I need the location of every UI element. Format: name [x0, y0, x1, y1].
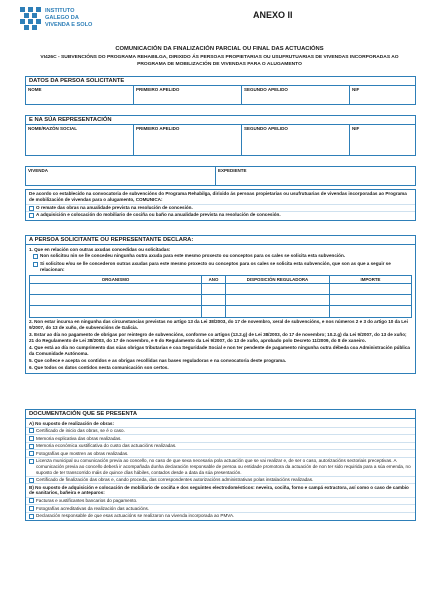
column-header-regulation: DISPOSICIÓN REGULADORA	[226, 276, 330, 283]
applicant-first-surname-field[interactable]: PRIMEIRO APELIDO	[134, 86, 242, 104]
column-header-amount: IMPORTE	[360, 277, 381, 282]
form-title: COMUNICACIÓN DA FINALIZACIÓN PARCIAL OU FINAL DAS ACTUACIÓNS	[115, 46, 324, 52]
declaration-item-3: 3. Estar ao día no pagamento de obrigas por reintegro de subvencións, conforme co artigos (13.2.g) de Lei 38/2003, do 17 de novembro; 10.2.g) da Lei 9/2007, do 13 de xuño; 21 do Regulamento de Lei 38/2003, do 17 de novembro, e 9 do Regulamento da Lei 9/2007, do 13 de xuño, aprobado polo Decreto 11/2009, do 8 de xaneiro.	[29, 332, 407, 343]
logo-line-1: INSTITUTO	[45, 8, 75, 14]
option-other-aid[interactable]: Si solicitou e/ou se lle concederon outras axudas para este mesmo proxecto ou conceptos para os cales se solicita esta subvención, que son as que a seguir se relacionan:	[26, 261, 415, 273]
doc-item-completion-certificate[interactable]: Certificado de finalización das obras e, cando proceda, das correspondentes autorizacións administrativas polas instalacións realizadas.	[26, 476, 415, 484]
checkbox-icon[interactable]	[29, 498, 34, 503]
other-aid-table	[29, 275, 412, 318]
checkbox-icon[interactable]	[33, 262, 38, 267]
doc-item-municipal-license[interactable]: Licenza municipal ou comunicación previa ao concello, no caso de que sexa necesaria pola actuación que se vai realizar e, de ser o caso, autorizacións sectoriais preceptivas. A comunicación previa ao concello deberá ir acompañada dunha declaración responsable de persoa ou entidade promotora da actuación de non ter sido requirida para a súa emenda, no suposto de ter transcorrido máis de quince días hábiles, contados desde a data da súa presentación.	[26, 457, 415, 476]
table-row[interactable]	[30, 295, 411, 306]
applicant-section	[25, 76, 416, 105]
checkbox-icon[interactable]	[29, 436, 34, 441]
checkbox-icon[interactable]	[29, 444, 34, 449]
checkbox-icon[interactable]	[29, 206, 34, 211]
logo-line-3: VIVENDA E SOLO	[45, 22, 93, 29]
documents-section-a: A) No suposto de realización de obras:	[29, 420, 114, 426]
doc-item-works-photos[interactable]: Fotografías que mostren as obras realizadas.	[26, 449, 415, 457]
representative-heading: E NA SÚA REPRESENTACIÓN	[26, 116, 415, 125]
doc-item-explanatory-report[interactable]: Memoria explicativa das obras realizadas.	[26, 434, 415, 442]
checkbox-icon[interactable]	[29, 514, 34, 519]
form-subtitle: VI426C - SUBVENCIÓNS DO PROGRAMA REHABILGA, DIRIXIDO ÁS PERSOAS PROPIETARIAS OU USUFRUTUARIAS DE VIVENDAS INCORPORADAS AO PROGRAMA DE MOBILIZACIÓN DE VIVENDAS PARA O ALUGAMENTO	[40, 55, 399, 67]
dwelling-field[interactable]: VIVENDA	[26, 167, 216, 185]
declaration-item-1: 1. Que en relación con outras axudas concedidas ou solicitadas:	[29, 247, 171, 252]
checkbox-icon[interactable]	[33, 254, 38, 259]
table-row[interactable]	[30, 284, 411, 295]
doc-item-invoices[interactable]: Facturas e xustificantes bancarios do pagamento.	[26, 497, 415, 505]
declaration-item-6: 6. Que todos os datos contidos nesta comunicación son certos.	[29, 365, 169, 370]
documents-heading: DOCUMENTACIÓN QUE SE PRESENTA	[26, 410, 415, 419]
declaration-item-2: 2. Non estar incursa en ningunha das circunstancias previstas no artigo 13 da Lei 38/2003, do 17 de novembro, xeral de subvencións, e nos números 2 e 3 do artigo 10 da Lei 9/2007, do 13 de xuño, de subvencións de Galicia.	[29, 319, 408, 330]
checkbox-icon[interactable]	[29, 451, 34, 456]
representative-second-surname-field[interactable]: SEGUNDO APELIDO	[242, 125, 350, 155]
doc-item-economic-report[interactable]: Memoria económica xustificativa do custo das actuacións realizadas.	[26, 442, 415, 450]
applicant-nif-field[interactable]: NIF	[352, 87, 360, 92]
checkbox-icon[interactable]	[29, 428, 34, 433]
checkbox-icon[interactable]	[29, 506, 34, 511]
applicant-second-surname-field[interactable]: SEGUNDO APELIDO	[242, 86, 350, 104]
doc-item-start-certificate[interactable]: Certificado de inicio das obras, se é o caso.	[26, 427, 415, 435]
checkbox-icon[interactable]	[29, 478, 34, 483]
representative-first-surname-field[interactable]: PRIMEIRO APELIDO	[134, 125, 242, 155]
communication-section	[25, 189, 416, 221]
communication-intro: De acordo co establecido na convocatoria de subvencións do Programa Rehabilga, dirixido ás persoas propietarias ou usufrutuarias de vivendas incorporadas ao Programa de mobilización de vivendas para o alugamento, COMUNICA:	[29, 191, 407, 202]
declaration-item-4: 4. Que está ao día no cumprimento das súas obrigas tributarias e coa Seguridade Social e non ter pendente de pagamento ningunha outra débeda coa Administración pública da Comunidade Autónoma.	[29, 345, 410, 356]
documents-section	[25, 409, 416, 521]
representative-nif-field[interactable]: NIF	[352, 126, 360, 131]
annex-label: ANEXO II	[253, 10, 293, 20]
applicant-heading: DATOS DA PERSOA SOLICITANTE	[26, 77, 415, 86]
declaration-section	[25, 235, 416, 374]
declaration-heading: A PERSOA SOLICITANTE OU REPRESENTANTE DECLARA:	[26, 236, 415, 245]
option-no-other-aid[interactable]: Non solicitou nin se lle concedeu ningunha outra axuda para este mesmo proxecto ou conceptos para os cales se solicita esta subvención.	[26, 253, 415, 259]
logo-mark-icon	[20, 7, 42, 34]
representative-name-field[interactable]: NOME/RAZÓN SOCIAL	[26, 125, 134, 155]
option-furniture-installed[interactable]: A adquisición e colocación do mobiliario de cociña ou baño na anualidade prevista na resolución de concesión.	[26, 211, 415, 218]
doc-item-responsible-declaration[interactable]: Declaración responsable de que esas actuacións se realizaron na vivenda incorporada ao PMVA.	[26, 512, 415, 520]
table-row[interactable]	[30, 306, 411, 317]
declaration-item-5: 5. Que coñece e acepta os contidos e as obrigas recollidas nas bases reguladoras e na convocatoria deste programa.	[29, 358, 287, 363]
dwelling-section	[25, 166, 416, 186]
checkbox-icon[interactable]	[29, 213, 34, 218]
column-header-year: ANO	[202, 276, 226, 283]
file-number-field[interactable]: EXPEDIENTE	[218, 168, 247, 173]
institution-logo	[20, 6, 140, 38]
checkbox-icon[interactable]	[29, 459, 34, 464]
documents-section-b: B) No suposto de adquisición e colocación de mobiliario de cociña e dos seguintes electrodomésticos: neveira, cociña, forno e campá extractora, así como o caso de cambio de sanitarios, bañeira e anteparos:	[26, 483, 415, 496]
doc-item-action-photos[interactable]: Fotografías acreditativas da realización das actuacións.	[26, 504, 415, 512]
applicant-name-field[interactable]: NOME	[26, 86, 134, 104]
representative-section	[25, 115, 416, 156]
logo-line-2: GALEGO DA	[45, 15, 79, 22]
option-works-finished[interactable]: O remate das obras na anualidade prevista na resolución de concesión.	[26, 204, 415, 211]
column-header-organism: ORGANISMO	[30, 276, 202, 283]
